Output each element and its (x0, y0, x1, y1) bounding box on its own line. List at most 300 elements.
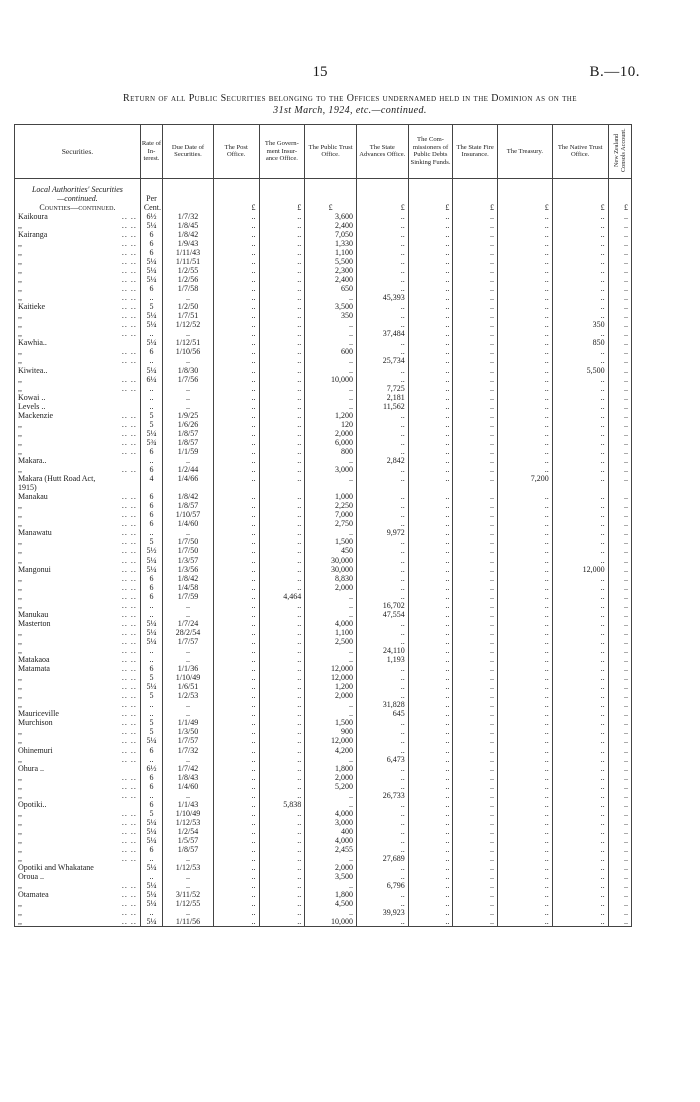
table-row (15, 565, 632, 574)
treasury-amount: .. (497, 890, 552, 899)
public-debts-amount: .. (408, 782, 453, 791)
government-insurance-amount: .. (259, 556, 305, 565)
government-insurance-amount: .. (259, 293, 305, 302)
table-row (15, 727, 632, 736)
nz-consols-amount: .. (608, 420, 631, 429)
interest-rate: .. (140, 646, 162, 655)
government-insurance-amount: .. (259, 818, 305, 827)
security-name: Kowai .. (15, 393, 141, 402)
public-trust-amount: .. (305, 366, 357, 375)
public-debts-amount: .. (408, 574, 453, 583)
nz-consols-amount: .. (608, 637, 631, 646)
nz-consols-amount: .. (608, 764, 631, 773)
state-fire-amount: .. (453, 356, 498, 365)
interest-rate: .. (140, 709, 162, 718)
interest-rate: 5¼ (140, 736, 162, 745)
due-date: 1/8/42 (163, 574, 214, 583)
due-date: 28/2/54 (163, 628, 214, 637)
treasury-amount: .. (497, 592, 552, 601)
state-advances-amount: .. (356, 239, 408, 248)
state-fire-amount: .. (453, 420, 498, 429)
interest-rate: 5¼ (140, 818, 162, 827)
table-row (15, 628, 632, 637)
state-fire-amount: .. (453, 447, 498, 456)
public-debts-amount: .. (408, 519, 453, 528)
state-fire-amount: .. (453, 746, 498, 755)
interest-rate: 6 (140, 239, 162, 248)
state-fire-amount: .. (453, 537, 498, 546)
nz-consols-amount: .. (608, 257, 631, 266)
government-insurance-amount: .. (259, 275, 305, 284)
native-trust-amount: .. (552, 664, 608, 673)
public-debts-amount: .. (408, 836, 453, 845)
security-name: ,, .. .. (15, 881, 141, 890)
state-advances-amount: .. (356, 266, 408, 275)
public-trust-amount: .. (305, 800, 357, 809)
nz-consols-amount: .. (608, 718, 631, 727)
public-debts-amount: .. (408, 845, 453, 854)
nz-consols-amount: .. (608, 881, 631, 890)
col-nz-consols: New Zealand Consols Account. (608, 125, 631, 179)
col-securities: Securities. (15, 125, 141, 179)
state-advances-amount: 39,923 (356, 908, 408, 917)
state-fire-amount: .. (453, 402, 498, 411)
treasury-amount: .. (497, 664, 552, 673)
post-office-amount: .. (213, 899, 259, 908)
nz-consols-amount: .. (608, 800, 631, 809)
treasury-amount: .. (497, 881, 552, 890)
public-debts-amount: .. (408, 275, 453, 284)
due-date: .. (163, 700, 214, 709)
native-trust-amount: .. (552, 827, 608, 836)
treasury-amount: .. (497, 528, 552, 537)
interest-rate: 5½ (140, 546, 162, 555)
post-office-amount: .. (213, 746, 259, 755)
due-date: 1/9/43 (163, 239, 214, 248)
due-date: 1/8/57 (163, 438, 214, 447)
interest-rate: 5¼ (140, 619, 162, 628)
native-trust-amount: .. (552, 356, 608, 365)
nz-consols-amount: .. (608, 655, 631, 664)
public-trust-amount: 12,000 (305, 664, 357, 673)
table-row (15, 438, 632, 447)
table-row (15, 474, 632, 483)
public-debts-amount: .. (408, 366, 453, 375)
native-trust-amount: .. (552, 393, 608, 402)
public-debts-amount: .. (408, 908, 453, 917)
table-row (15, 420, 632, 429)
security-name: ,, .. .. (15, 221, 141, 230)
currency-mark: £ (259, 203, 305, 212)
state-fire-amount: .. (453, 257, 498, 266)
interest-rate: 5¼ (140, 556, 162, 565)
nz-consols-amount: .. (608, 356, 631, 365)
nz-consols-amount: .. (608, 375, 631, 384)
post-office-amount: .. (213, 420, 259, 429)
native-trust-amount: .. (552, 537, 608, 546)
col-treasury: The Treasury. (497, 125, 552, 179)
treasury-amount: .. (497, 845, 552, 854)
nz-consols-amount: .. (608, 366, 631, 375)
state-advances-amount: .. (356, 429, 408, 438)
state-fire-amount: .. (453, 574, 498, 583)
table-row (15, 375, 632, 384)
treasury-amount: .. (497, 682, 552, 691)
state-advances-amount: .. (356, 248, 408, 257)
interest-rate: 6 (140, 782, 162, 791)
nz-consols-amount: .. (608, 212, 631, 221)
nz-consols-amount: .. (608, 791, 631, 800)
nz-consols-amount: .. (608, 836, 631, 845)
post-office-amount: .. (213, 556, 259, 565)
state-advances-amount: 7,725 (356, 384, 408, 393)
native-trust-amount: .. (552, 546, 608, 555)
due-date: 1/4/60 (163, 782, 214, 791)
government-insurance-amount: .. (259, 782, 305, 791)
interest-rate: 5¼ (140, 890, 162, 899)
interest-rate: 5¼ (140, 827, 162, 836)
treasury-amount: .. (497, 718, 552, 727)
due-date: 1/3/56 (163, 565, 214, 574)
interest-rate: 5¼ (140, 637, 162, 646)
state-advances-amount: 2,842 (356, 456, 408, 465)
interest-rate: .. (140, 872, 162, 881)
treasury-amount: .. (497, 583, 552, 592)
state-advances-amount: .. (356, 501, 408, 510)
interest-rate: 6 (140, 230, 162, 239)
public-trust-amount: .. (305, 338, 357, 347)
interest-rate: .. (140, 402, 162, 411)
security-name: Mackenzie .. .. (15, 411, 141, 420)
interest-rate: .. (140, 610, 162, 619)
state-advances-amount: .. (356, 257, 408, 266)
government-insurance-amount: .. (259, 619, 305, 628)
table-row (15, 863, 632, 872)
post-office-amount: .. (213, 375, 259, 384)
state-fire-amount: .. (453, 221, 498, 230)
public-trust-amount: .. (305, 293, 357, 302)
government-insurance-amount: .. (259, 384, 305, 393)
public-trust-amount: 450 (305, 546, 357, 555)
native-trust-amount: .. (552, 519, 608, 528)
state-advances-amount: .. (356, 492, 408, 501)
public-trust-amount: 4,200 (305, 746, 357, 755)
post-office-amount: .. (213, 528, 259, 537)
treasury-amount: .. (497, 755, 552, 764)
state-advances-amount: .. (356, 438, 408, 447)
due-date: .. (163, 646, 214, 655)
due-date: 1/1/43 (163, 800, 214, 809)
state-advances-amount: .. (356, 537, 408, 546)
security-name: ,, .. .. (15, 917, 141, 927)
native-trust-amount: .. (552, 420, 608, 429)
table-row (15, 429, 632, 438)
native-trust-amount: .. (552, 619, 608, 628)
due-date: .. (163, 293, 214, 302)
government-insurance-amount: .. (259, 655, 305, 664)
state-fire-amount: .. (453, 736, 498, 745)
government-insurance-amount: .. (259, 338, 305, 347)
state-advances-amount: 6,796 (356, 881, 408, 890)
table-row (15, 881, 632, 890)
public-trust-amount: .. (305, 402, 357, 411)
public-trust-amount: .. (305, 881, 357, 890)
table-row (15, 483, 632, 492)
nz-consols-amount: .. (608, 709, 631, 718)
post-office-amount: .. (213, 872, 259, 881)
table-row (15, 519, 632, 528)
government-insurance-amount: .. (259, 682, 305, 691)
interest-rate: 5 (140, 691, 162, 700)
due-date: 1/7/58 (163, 284, 214, 293)
table-row (15, 492, 632, 501)
state-fire-amount: .. (453, 311, 498, 320)
native-trust-amount: .. (552, 610, 608, 619)
post-office-amount: .. (213, 619, 259, 628)
due-date: 1/11/43 (163, 248, 214, 257)
public-debts-amount: .. (408, 221, 453, 230)
public-debts-amount: .. (408, 619, 453, 628)
post-office-amount: .. (213, 583, 259, 592)
public-debts-amount: .. (408, 537, 453, 546)
due-date: .. (163, 393, 214, 402)
state-fire-amount: .. (453, 302, 498, 311)
nz-consols-amount: .. (608, 329, 631, 338)
treasury-amount: .. (497, 601, 552, 610)
native-trust-amount: 12,000 (552, 565, 608, 574)
government-insurance-amount: .. (259, 664, 305, 673)
government-insurance-amount: .. (259, 474, 305, 483)
nz-consols-amount: .. (608, 239, 631, 248)
security-name: Opotiki and Whakatane (15, 863, 141, 872)
state-fire-amount: .. (453, 727, 498, 736)
public-trust-amount: 7,000 (305, 510, 357, 519)
state-advances-amount: .. (356, 347, 408, 356)
state-advances-amount: 24,110 (356, 646, 408, 655)
table-row (15, 393, 632, 402)
state-fire-amount: .. (453, 755, 498, 764)
government-insurance-amount: .. (259, 727, 305, 736)
nz-consols-amount: .. (608, 755, 631, 764)
interest-rate: .. (140, 329, 162, 338)
table-row (15, 610, 632, 619)
nz-consols-amount: .. (608, 664, 631, 673)
public-debts-amount: .. (408, 212, 453, 221)
treasury-amount: .. (497, 366, 552, 375)
interest-rate: 5 (140, 809, 162, 818)
post-office-amount: .. (213, 302, 259, 311)
treasury-amount: .. (497, 872, 552, 881)
nz-consols-amount: .. (608, 899, 631, 908)
security-name: Levels .. (15, 402, 141, 411)
state-advances-amount: .. (356, 546, 408, 555)
interest-rate: 6 (140, 574, 162, 583)
nz-consols-amount: .. (608, 682, 631, 691)
treasury-amount: .. (497, 257, 552, 266)
public-trust-amount: .. (305, 791, 357, 800)
nz-consols-amount: .. (608, 782, 631, 791)
nz-consols-amount: .. (608, 221, 631, 230)
post-office-amount: .. (213, 755, 259, 764)
interest-rate: .. (140, 393, 162, 402)
state-fire-amount: .. (453, 384, 498, 393)
security-name: Matamata .. .. (15, 664, 141, 673)
treasury-amount: .. (497, 438, 552, 447)
interest-rate: 5¼ (140, 338, 162, 347)
public-debts-amount: .. (408, 899, 453, 908)
state-fire-amount: .. (453, 366, 498, 375)
state-advances-amount: .. (356, 727, 408, 736)
table-row (15, 275, 632, 284)
due-date: .. (163, 755, 214, 764)
treasury-amount: .. (497, 320, 552, 329)
state-advances-amount: .. (356, 465, 408, 474)
post-office-amount: .. (213, 402, 259, 411)
public-debts-amount: .. (408, 881, 453, 890)
native-trust-amount: .. (552, 429, 608, 438)
due-date: 1/7/50 (163, 546, 214, 555)
nz-consols-amount: .. (608, 465, 631, 474)
due-date: 1/8/42 (163, 492, 214, 501)
public-trust-amount: 4,000 (305, 809, 357, 818)
security-name: Ohinemuri .. .. (15, 746, 141, 755)
post-office-amount: .. (213, 492, 259, 501)
table-row (15, 782, 632, 791)
section-heading-row (15, 185, 632, 194)
state-advances-amount: 27,689 (356, 854, 408, 863)
state-advances-amount: .. (356, 411, 408, 420)
native-trust-amount: .. (552, 637, 608, 646)
government-insurance-amount: .. (259, 908, 305, 917)
treasury-amount: .. (497, 773, 552, 782)
public-debts-amount: .. (408, 872, 453, 881)
post-office-amount: .. (213, 827, 259, 836)
government-insurance-amount: .. (259, 917, 305, 927)
government-insurance-amount: .. (259, 583, 305, 592)
security-name: ,, .. .. (15, 447, 141, 456)
native-trust-amount: .. (552, 556, 608, 565)
security-name: Kaitieke .. .. (15, 302, 141, 311)
nz-consols-amount: .. (608, 746, 631, 755)
due-date: .. (163, 610, 214, 619)
state-fire-amount: .. (453, 275, 498, 284)
interest-rate: 5¼ (140, 275, 162, 284)
post-office-amount: .. (213, 456, 259, 465)
native-trust-amount: .. (552, 818, 608, 827)
post-office-amount: .. (213, 610, 259, 619)
government-insurance-amount: .. (259, 501, 305, 510)
post-office-amount: .. (213, 718, 259, 727)
state-advances-amount: .. (356, 736, 408, 745)
nz-consols-amount: .. (608, 818, 631, 827)
security-name: ,, .. .. (15, 809, 141, 818)
due-date: 1/3/50 (163, 727, 214, 736)
interest-rate: 5 (140, 673, 162, 682)
public-debts-amount: .. (408, 827, 453, 836)
due-date: 1/4/58 (163, 583, 214, 592)
table-row (15, 501, 632, 510)
table-row (15, 691, 632, 700)
title-line-1: Return of all Public Securities belonging to the Offices undernamed held in the Dominion as on the (123, 93, 577, 104)
native-trust-amount: .. (552, 347, 608, 356)
public-trust-amount: 3,500 (305, 872, 357, 881)
due-date: 3/11/52 (163, 890, 214, 899)
table-row (15, 917, 632, 927)
state-advances-amount: .. (356, 800, 408, 809)
native-trust-amount: .. (552, 447, 608, 456)
native-trust-amount: .. (552, 510, 608, 519)
government-insurance-amount: .. (259, 311, 305, 320)
treasury-amount: .. (497, 393, 552, 402)
security-name: Ohura .. (15, 764, 141, 773)
treasury-amount: .. (497, 854, 552, 863)
post-office-amount: .. (213, 646, 259, 655)
treasury-amount: .. (497, 275, 552, 284)
interest-rate: 6 (140, 492, 162, 501)
native-trust-amount: .. (552, 854, 608, 863)
treasury-amount: .. (497, 818, 552, 827)
state-advances-amount: 9,972 (356, 528, 408, 537)
state-fire-amount: .. (453, 619, 498, 628)
due-date: .. (163, 329, 214, 338)
table-row (15, 583, 632, 592)
public-debts-amount: .. (408, 302, 453, 311)
due-date: 1/7/32 (163, 746, 214, 755)
post-office-amount: .. (213, 908, 259, 917)
treasury-amount: .. (497, 347, 552, 356)
government-insurance-amount: .. (259, 890, 305, 899)
table-row (15, 899, 632, 908)
government-insurance-amount: .. (259, 610, 305, 619)
interest-rate: 4 (140, 474, 162, 483)
interest-rate: 5 (140, 411, 162, 420)
government-insurance-amount: .. (259, 366, 305, 375)
state-fire-amount: .. (453, 700, 498, 709)
state-fire-amount: .. (453, 583, 498, 592)
state-fire-amount: .. (453, 646, 498, 655)
native-trust-amount: .. (552, 574, 608, 583)
state-fire-amount: .. (453, 682, 498, 691)
post-office-amount: .. (213, 791, 259, 800)
state-advances-amount: .. (356, 764, 408, 773)
state-advances-amount: 47,554 (356, 610, 408, 619)
due-date: 1/11/51 (163, 257, 214, 266)
post-office-amount: .. (213, 429, 259, 438)
security-name: ,, .. .. (15, 420, 141, 429)
nz-consols-amount: .. (608, 537, 631, 546)
public-debts-amount: .. (408, 501, 453, 510)
public-trust-amount: .. (305, 709, 357, 718)
due-date: .. (163, 384, 214, 393)
native-trust-amount: .. (552, 492, 608, 501)
due-date: 1/7/50 (163, 537, 214, 546)
due-date: .. (163, 601, 214, 610)
due-date: 1/12/52 (163, 320, 214, 329)
post-office-amount: .. (213, 800, 259, 809)
interest-rate: .. (140, 528, 162, 537)
security-name: Kiwitea.. (15, 366, 141, 375)
state-advances-amount: .. (356, 474, 408, 483)
public-trust-amount: 1,500 (305, 537, 357, 546)
state-fire-amount: .. (453, 691, 498, 700)
state-advances-amount: .. (356, 890, 408, 899)
state-fire-amount: .. (453, 872, 498, 881)
government-insurance-amount: .. (259, 673, 305, 682)
nz-consols-amount: .. (608, 610, 631, 619)
interest-rate: 5¼ (140, 221, 162, 230)
table-row (15, 854, 632, 863)
post-office-amount: .. (213, 311, 259, 320)
